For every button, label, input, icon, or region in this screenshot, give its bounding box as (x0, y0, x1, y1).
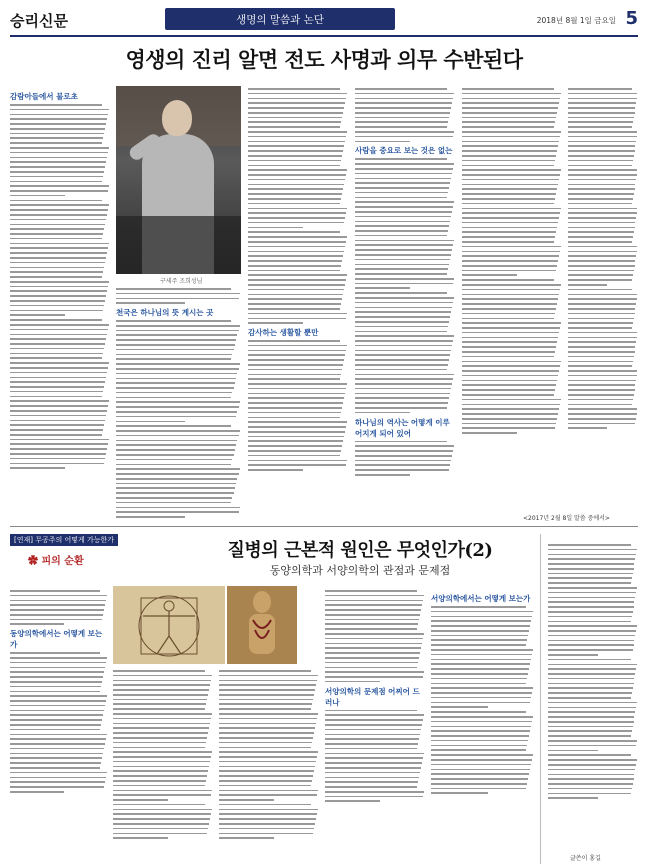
body-text (248, 88, 348, 228)
article1-column-1 (10, 88, 110, 472)
article1-column-2 (116, 288, 241, 521)
article2-headline: 질병의 근본적 원인은 무엇인가(2) (227, 540, 493, 561)
body-text (116, 425, 241, 517)
series-tag: [연재] 무공주의 어떻게 가능한가 (10, 534, 118, 546)
body-text (113, 670, 213, 801)
body-text (355, 88, 455, 142)
body-text (325, 590, 425, 682)
body-text (548, 544, 638, 656)
article1-source: <2017년 2월 8일 말씀 중에서> (523, 515, 610, 522)
body-text (431, 711, 534, 794)
body-text (113, 804, 213, 839)
page-number: 5 (625, 8, 638, 29)
column-divider (540, 534, 541, 864)
issue-date: 2018년 8월 1일 금요일 (536, 16, 616, 25)
article1-column-6 (568, 88, 638, 432)
article2-subhead: 동양의학과 서양의학의 관점과 문제점 (269, 564, 451, 577)
article2-author: 글쓴이 홍길 (570, 855, 601, 862)
vitruvian-illustration (113, 586, 225, 664)
body-text (355, 158, 455, 289)
body-text (462, 279, 562, 434)
subhead: 동양의학에서는 어떻게 보는가 (10, 629, 103, 650)
article2-column-6 (548, 544, 638, 802)
body-text (10, 319, 110, 469)
body-text (355, 441, 455, 476)
header-rule (10, 35, 638, 37)
subhead: 감람아들에서 불로초 (10, 92, 78, 101)
body-text (248, 340, 348, 471)
article1-column-4 (355, 88, 455, 479)
photo-caption: 구세주 조희성님 (160, 278, 203, 285)
subhead: 서양의학의 문제점 어찌어 드러나 (325, 686, 420, 707)
article1-headline: 영생의 진리 알면 전도 사명과 의무 수반된다 (125, 47, 523, 72)
subhead: 사람을 중요로 보는 것은 없는 (355, 146, 453, 156)
body-text (10, 652, 108, 792)
body-text (462, 88, 562, 276)
body-text (248, 231, 348, 323)
body-text (116, 320, 241, 422)
series-logo: ✿ 피의 순환 (28, 556, 84, 567)
body-text (219, 670, 319, 801)
article2-column-1 (10, 590, 108, 796)
article2-column-3 (219, 670, 319, 842)
subhead: 천국은 하나님의 뜻 계시는 곳 (116, 308, 214, 318)
body-text (355, 292, 455, 413)
article1-column-5 (462, 88, 562, 437)
body-text (325, 710, 425, 802)
publication-name: 승리신문 (10, 12, 68, 30)
body-text (431, 606, 534, 708)
article2-column-4 (325, 590, 425, 805)
body-text (568, 88, 638, 286)
article1-column-3 (248, 88, 348, 474)
article2-column-5 (431, 590, 534, 797)
article2-column-2 (113, 670, 213, 842)
body-text (568, 289, 638, 429)
masthead (10, 8, 638, 34)
article1-photo (116, 86, 241, 274)
body-text (219, 804, 319, 839)
body-text (10, 104, 110, 196)
section-divider (10, 526, 638, 527)
tagline: 생명의 말씀과 논단 (236, 14, 324, 26)
subhead: 감사하는 생활할 뿐만 (248, 328, 319, 338)
body-text (10, 200, 110, 316)
subhead: 하나님의 역사는 어떻게 이루어지게 되어 있어 (355, 417, 450, 438)
body-text (548, 659, 638, 751)
body-text (116, 288, 241, 304)
subhead: 서양의학에서는 어떻게 보는가 (431, 594, 531, 603)
anatomy-illustration (227, 586, 297, 664)
body-text (10, 590, 108, 625)
body-text (548, 754, 638, 799)
